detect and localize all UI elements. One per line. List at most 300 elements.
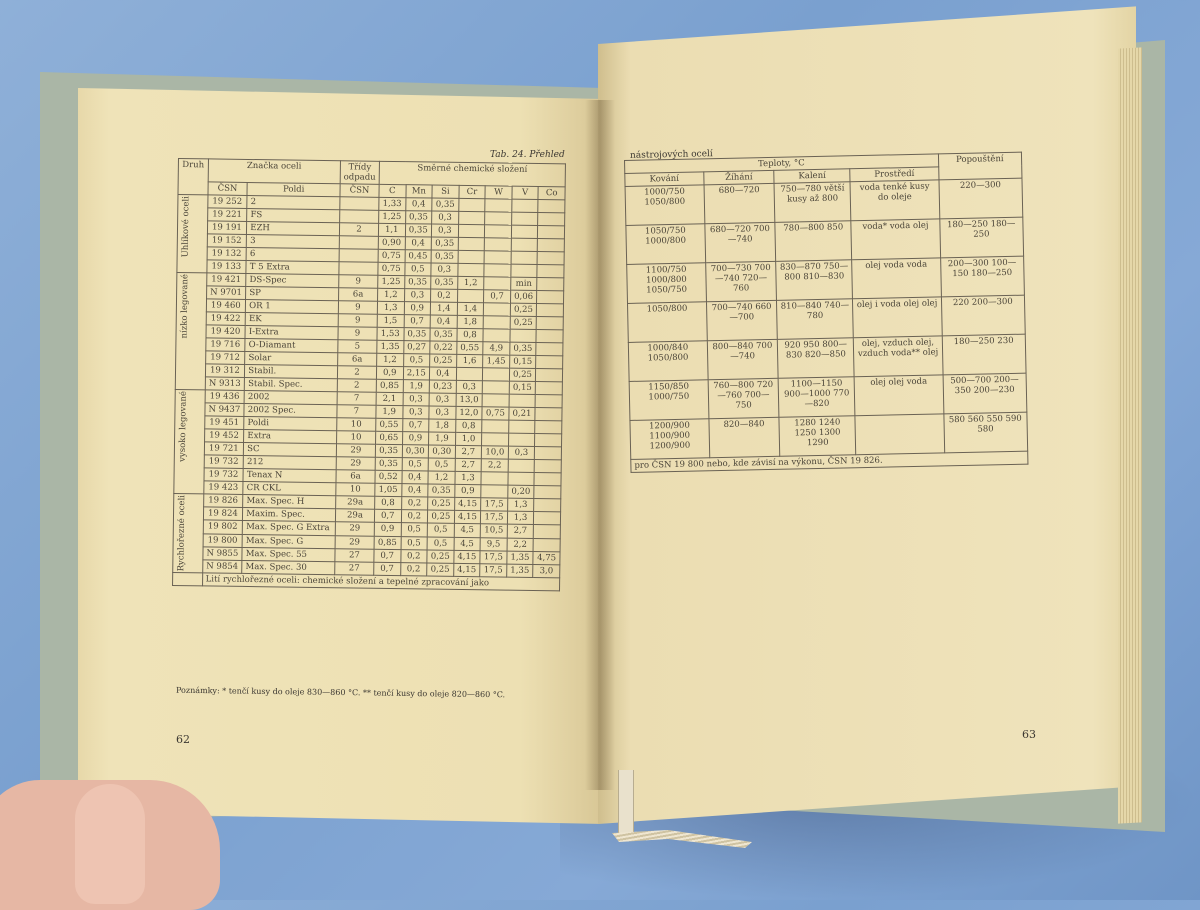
table-cell: I-Extra [245, 325, 338, 339]
table-cell: 19 802 [203, 520, 243, 534]
table-cell [538, 239, 565, 252]
table-cell: 2002 Spec. [244, 403, 337, 417]
table-cell: 0,8 [375, 496, 402, 510]
table-cell: 17,5 [480, 564, 507, 578]
table-cell: 2,2 [507, 538, 534, 552]
table-cell: 2,7 [507, 525, 534, 539]
table-cell: 2,7 [455, 458, 482, 471]
table-cell: 6a [336, 470, 375, 484]
table-cell: 0,85 [374, 536, 401, 550]
table-cell: 0,35 [431, 276, 458, 289]
table-cell: 19 436 [205, 390, 245, 404]
table-cell: 2002 [244, 390, 337, 404]
table-cell [484, 277, 511, 290]
col-poldi: Poldi [247, 182, 340, 196]
table-cell: 1,9 [403, 380, 430, 393]
table-cell [538, 200, 565, 213]
table-cell [485, 212, 512, 225]
table-cell: 2 [337, 379, 376, 393]
table-cell [537, 252, 564, 265]
table-cell [458, 198, 485, 211]
table-cell [533, 538, 560, 552]
table-cell: 17,5 [481, 511, 508, 525]
table-cell: 0,7 [374, 549, 401, 563]
table-cell: Max. Spec. 55 [242, 547, 335, 561]
table-cell: 780—800 850 [775, 221, 852, 262]
table-cell [511, 264, 538, 277]
table-cell: 1,5 [377, 314, 404, 327]
table-cell: 19 721 [204, 442, 244, 456]
table-cell: 4,15 [453, 550, 480, 564]
table-cell: 0,35 [430, 328, 457, 341]
table-cell: Max. Spec. H [243, 494, 336, 508]
table-cell: 1,3 [455, 471, 482, 484]
footnote: Poznámky: * tenčí kusy do oleje 830—860 °C. ** tenčí kusy do oleje 820—860 °C. [175, 685, 506, 700]
table-cell: Max. Spec. G [242, 534, 335, 548]
table-cell: 10 [337, 418, 376, 432]
table-cell: 0,9 [376, 366, 403, 379]
table-cell: 0,8 [457, 328, 484, 341]
col-w: W [485, 186, 512, 199]
table-cell: 12,0 [456, 406, 483, 419]
composition-table [172, 158, 566, 592]
table-cell: 4,15 [454, 511, 481, 525]
table-cell: 0,52 [375, 470, 402, 483]
col-csn: ČSN [208, 182, 248, 196]
table-cell: 4,15 [454, 497, 481, 511]
table-cell [457, 263, 484, 276]
table-cell: 1,2 [377, 353, 404, 366]
temperature-table [624, 152, 1028, 473]
table-cell: 1,8 [429, 419, 456, 432]
table-cell: 0,25 [509, 368, 536, 381]
table-cell [534, 460, 561, 473]
book-gutter [585, 100, 615, 790]
table-cell [508, 472, 535, 485]
table-cell: olej, vzduch olej, vzduch voda** olej [854, 336, 943, 377]
table-cell: 1,4 [430, 302, 457, 315]
table-cell: 0,7 [402, 419, 429, 432]
page-number-right: 63 [1022, 728, 1036, 741]
table-cell: T 5 Extra [246, 260, 339, 274]
table-cell [458, 250, 485, 263]
table-cell [535, 421, 562, 434]
table-cell [536, 317, 563, 330]
col-zihani: Žíhání [704, 170, 775, 184]
table-cell: 1050/800 [628, 302, 708, 343]
table-cell: 5 [338, 340, 377, 354]
table-cell: 220 200—300 [941, 295, 1025, 336]
table-cell [458, 211, 485, 224]
table-cell: 1000/750 1050/800 [625, 185, 705, 226]
table-cell: 0,5 [427, 523, 454, 537]
table-cell [481, 472, 508, 485]
table-cell: 9 [338, 327, 377, 341]
table-cell: 1,33 [379, 197, 406, 210]
table-cell: 10,5 [480, 524, 507, 538]
table-cell: 1,3 [507, 498, 534, 512]
table-cell: 0,4 [429, 367, 456, 380]
table-cell: 0,27 [403, 341, 430, 354]
table-cell: 1,45 [483, 355, 510, 368]
table-cell: 0,45 [405, 250, 432, 263]
table-cell: 0,35 [375, 444, 402, 457]
table-cell: 0,5 [402, 458, 429, 471]
table-cell [508, 420, 535, 433]
table-cell: 9 [339, 275, 378, 289]
table-cell: 1200/900 1100/900 1200/900 [630, 419, 710, 460]
table-cell [482, 433, 509, 446]
table-cell [508, 433, 535, 446]
table-cell: 700—740 660—700 [706, 300, 777, 340]
table-cell: 830—870 750—800 810—830 [776, 260, 853, 301]
table-cell: 0,22 [430, 341, 457, 354]
table-cell: 0,4 [401, 471, 428, 484]
table-cell: 0,9 [402, 432, 429, 445]
table-cell: min [510, 277, 537, 290]
table-cell: CR CKL [243, 481, 336, 495]
table-cell [536, 330, 563, 343]
table-cell [482, 420, 509, 433]
table-cell: 700—730 700—740 720—760 [705, 261, 776, 301]
col-si: Si [432, 185, 459, 198]
table-cell: 0,5 [404, 263, 431, 276]
table-cell [485, 225, 512, 238]
table-cell [535, 395, 562, 408]
table-cell: 29 [335, 535, 374, 549]
table-cell: 0,35 [403, 328, 430, 341]
table-cell: 1,0 [455, 432, 482, 445]
col-druh: Druh [178, 159, 208, 195]
table-cell: 19 252 [207, 195, 247, 209]
table-cell [457, 289, 484, 302]
table-cell: 1,25 [378, 275, 405, 288]
table-cell [511, 238, 538, 251]
table-cell: 1,3 [507, 511, 534, 525]
table-cell: 220—300 [939, 178, 1023, 219]
table-cell: N 9437 [204, 403, 244, 417]
table-cell: 1000/840 1050/800 [628, 341, 708, 382]
table-cell [538, 213, 565, 226]
table-cell: 4,75 [533, 551, 560, 565]
table-cell: 0,35 [431, 237, 458, 250]
table-cell: FS [247, 208, 340, 222]
table-cell: Poldi [244, 416, 337, 430]
table-cell: 10,0 [482, 446, 509, 459]
table-cell: 2 [337, 366, 376, 380]
table-cell [484, 238, 511, 251]
table-cell: 750—780 větší kusy až 800 [774, 182, 851, 223]
table-cell: 6a [338, 353, 377, 367]
table-cell [534, 486, 561, 499]
table-cell: EK [245, 312, 338, 326]
table-cell: 680—720 [704, 183, 775, 223]
table-cell: 0,5 [427, 537, 454, 551]
table-cell: 0,15 [509, 355, 536, 368]
table-cell: 7 [337, 392, 376, 406]
table-cell: Solar [245, 351, 338, 365]
table-cell [458, 237, 485, 250]
table-cell: 27 [335, 562, 374, 576]
col-c: C [379, 184, 406, 197]
table-cell: N 9854 [202, 560, 242, 574]
col-prostredi: Prostředí [850, 167, 938, 182]
table-cell: 6 [246, 247, 339, 261]
table-cell: 0,3 [456, 380, 483, 393]
table-cell: 0,3 [431, 224, 458, 237]
table-cell: 19 824 [203, 507, 243, 521]
table-cell: 19 133 [206, 260, 246, 274]
table-cell [534, 512, 561, 526]
bookmark-ribbon [618, 770, 634, 840]
group-label [175, 272, 206, 389]
table-cell: 0,3 [429, 393, 456, 406]
table-cell: 4,9 [483, 342, 510, 355]
table-cell: 1100/750 1000/800 1050/750 [627, 263, 707, 304]
table-cell [458, 224, 485, 237]
right-page-header: nástrojových ocelí [629, 149, 713, 161]
table-cell: 180—250 230 [942, 334, 1026, 375]
table-cell: 0,4 [430, 315, 457, 328]
table-cell: 10 [336, 431, 375, 445]
table-cell: 29 [336, 457, 375, 471]
table-cell: 19 152 [207, 234, 247, 248]
table-cell: 0,55 [376, 418, 403, 431]
table-cell: 0,4 [401, 484, 428, 497]
table-cell: Extra [244, 429, 337, 443]
table-cell: 1,3 [377, 301, 404, 314]
table-cell: 0,7 [404, 315, 431, 328]
table-cell: Max. Spec. G Extra [243, 521, 336, 535]
table-cell: 0,30 [428, 445, 455, 458]
table-cell: 0,35 [432, 198, 459, 211]
table-cell: 19 421 [206, 273, 246, 287]
table-cell [535, 447, 562, 460]
col-v: V [512, 186, 539, 199]
col-csn2: ČSN [340, 184, 379, 198]
table-cell: N 9313 [205, 377, 245, 391]
table-cell [510, 329, 537, 342]
table-cell [339, 236, 378, 250]
table-cell: 1,2 [377, 288, 404, 301]
table-cell: 0,35 [375, 457, 402, 470]
table-cell: 9 [338, 314, 377, 328]
table-cell: 1150/850 1000/750 [629, 380, 709, 421]
table-cell: 19 732 [204, 455, 244, 469]
table-cell [508, 459, 535, 472]
table-cell: Max. Spec. 30 [242, 560, 335, 575]
col-mn: Mn [405, 185, 432, 198]
table-cell: 9 [338, 301, 377, 315]
table-cell: 19 732 [204, 468, 244, 482]
table-cell: 19 132 [207, 247, 247, 261]
table-cell: 2 [339, 223, 378, 237]
table-cell: 1280 1240 1250 1300 1290 [779, 416, 856, 457]
page-edges [1118, 47, 1142, 823]
table-cell: SP [246, 286, 339, 300]
table-cell: 0,75 [378, 249, 405, 262]
table-cell: 1,53 [377, 327, 404, 340]
table-cell: 1,35 [507, 551, 534, 565]
col-kaleni: Kalení [774, 169, 850, 184]
col-znacka: Značka oceli [208, 159, 341, 184]
table-cell: 4,15 [453, 563, 480, 577]
table-cell: O-Diamant [245, 338, 338, 352]
table-cell: 0,90 [378, 236, 405, 249]
table-cell: 19 452 [204, 429, 244, 443]
table-cell: 9,5 [480, 537, 507, 551]
group-label [173, 493, 204, 573]
table-cell: 2,1 [376, 392, 403, 405]
table-cell [538, 226, 565, 239]
right-note: pro ČSN 19 800 nebo, kde závisí na výkonu, ČSN 19 826. [631, 451, 1028, 472]
table-cell: 2 [247, 195, 340, 209]
table-cell: 19 422 [206, 312, 246, 326]
table-cell [340, 210, 379, 224]
col-popousteni: Popouštění [938, 152, 1022, 180]
table-cell: 0,65 [375, 431, 402, 444]
table-cell: 0,25 [428, 497, 455, 511]
table-cell: 0,25 [510, 316, 537, 329]
table-cell: olej voda voda [852, 258, 941, 299]
table-cell: 10 [336, 483, 375, 497]
table-cell: 19 716 [205, 338, 245, 352]
table-cell: 0,06 [510, 290, 537, 303]
table-cell [339, 249, 378, 263]
table-cell: 0,35 [431, 250, 458, 263]
table-cell: 580 560 550 590 580 [943, 412, 1027, 453]
table-cell: 1,2 [428, 471, 455, 484]
table-cell: Stabil. Spec. [245, 377, 338, 391]
table-cell: 0,5 [401, 536, 428, 550]
table-cell: 29 [336, 444, 375, 458]
table-cell: 180—250 180—250 [939, 217, 1023, 258]
table-cell: 0,30 [402, 445, 429, 458]
table-cell: 3,0 [533, 565, 560, 579]
table-cell: 0,5 [428, 458, 455, 471]
table-cell: voda* voda olej [851, 219, 940, 260]
col-kovani: Kování [625, 172, 704, 187]
table-cell: 920 950 800—830 820—850 [777, 338, 854, 379]
table-cell: 0,3 [404, 289, 431, 302]
table-cell: 1,35 [506, 564, 533, 578]
table-cell [537, 291, 564, 304]
table-cell: 29 [335, 522, 374, 536]
table-cell: 19 423 [203, 481, 243, 495]
table-cell: 19 312 [205, 364, 245, 378]
col-slozeni: Směrné chemické složení [379, 161, 565, 187]
table-cell: 0,2 [401, 497, 428, 511]
table-cell: SC [244, 442, 337, 456]
group-label-text: vysoko legované [177, 391, 189, 462]
table-cell: 19 420 [206, 325, 246, 339]
table-cell [483, 316, 510, 329]
table-cell: 17,5 [481, 498, 508, 512]
table-cell [512, 199, 539, 212]
table-cell: 13,0 [456, 393, 483, 406]
table-cell: voda tenké kusy do oleje [850, 180, 939, 221]
table-cell [484, 303, 511, 316]
table-cell: 29a [335, 509, 374, 523]
table-cell: 0,25 [427, 563, 454, 577]
table-cell: 500—700 200—350 200—230 [943, 373, 1027, 414]
table-cell: 1,25 [379, 210, 406, 223]
table-cell: olej olej voda [855, 375, 944, 416]
table-cell: 0,5 [403, 354, 430, 367]
table-cell: 0,3 [431, 263, 458, 276]
table-cell: 3 [247, 234, 340, 248]
table-cell: 1,9 [429, 432, 456, 445]
table-cell [537, 304, 564, 317]
table-cell: 0,25 [430, 354, 457, 367]
table-cell: 2,15 [403, 367, 430, 380]
table-cell: 0,3 [402, 406, 429, 419]
table-cell: 820—840 [709, 417, 780, 457]
table-cell: OR 1 [246, 299, 339, 313]
table-cell: 17,5 [480, 551, 507, 565]
table-cell [340, 197, 379, 211]
table-cell: 0,21 [509, 407, 536, 420]
table-cell: 29a [336, 496, 375, 510]
table-cell [511, 212, 538, 225]
table-cell: 810—840 740—780 [777, 299, 854, 340]
col-teploty: Teploty, °C [625, 154, 939, 174]
bottom-note: Lití rychlořezné oceli: chemické složení a tepelné zpracování jako [202, 573, 560, 591]
group-label-text: nízko legované [179, 274, 191, 339]
table-cell: 1,2 [457, 276, 484, 289]
table-cell: 1,9 [376, 405, 403, 418]
group-label [174, 389, 205, 493]
table-cell: 0,9 [404, 302, 431, 315]
table-cell: 0,35 [510, 342, 537, 355]
table-cell: 2,2 [481, 459, 508, 472]
table-cell: 4,5 [454, 537, 481, 551]
table-cell: 0,2 [400, 563, 427, 577]
empty-cell [173, 573, 203, 586]
table-cell: 0,8 [455, 419, 482, 432]
table-cell: 19 712 [205, 351, 245, 365]
table-cell: 0,15 [509, 381, 536, 394]
table-cell: 0,3 [432, 211, 459, 224]
table-cell [481, 485, 508, 498]
table-cell: 0,75 [378, 262, 405, 275]
table-cell: 19 191 [207, 221, 247, 235]
table-cell: 0,35 [405, 211, 432, 224]
table-cell [485, 199, 512, 212]
table-cell: 0,7 [484, 290, 511, 303]
table-cell: 0,5 [401, 523, 428, 537]
table-cell [855, 414, 944, 455]
table-cell: 0,3 [403, 393, 430, 406]
table-cell: 0,35 [405, 224, 432, 237]
thumb [75, 784, 145, 904]
table-cell: 0,2 [401, 510, 428, 524]
table-cell: Maxim. Spec. [243, 508, 336, 522]
left-page-header: Tab. 24. Přehled [490, 150, 565, 160]
table-cell [537, 278, 564, 291]
table-cell: 19 826 [203, 494, 243, 508]
table-cell: DS-Spec [246, 273, 339, 287]
table-cell: 0,25 [510, 303, 537, 316]
table-cell [536, 343, 563, 356]
table-cell: 0,75 [482, 407, 509, 420]
table-cell: Tenax N [243, 468, 336, 482]
table-cell [484, 251, 511, 264]
table-cell: 6a [338, 288, 377, 302]
table-cell [482, 381, 509, 394]
table-cell: N 9855 [202, 547, 242, 561]
table-cell: Stabil. [245, 364, 338, 378]
